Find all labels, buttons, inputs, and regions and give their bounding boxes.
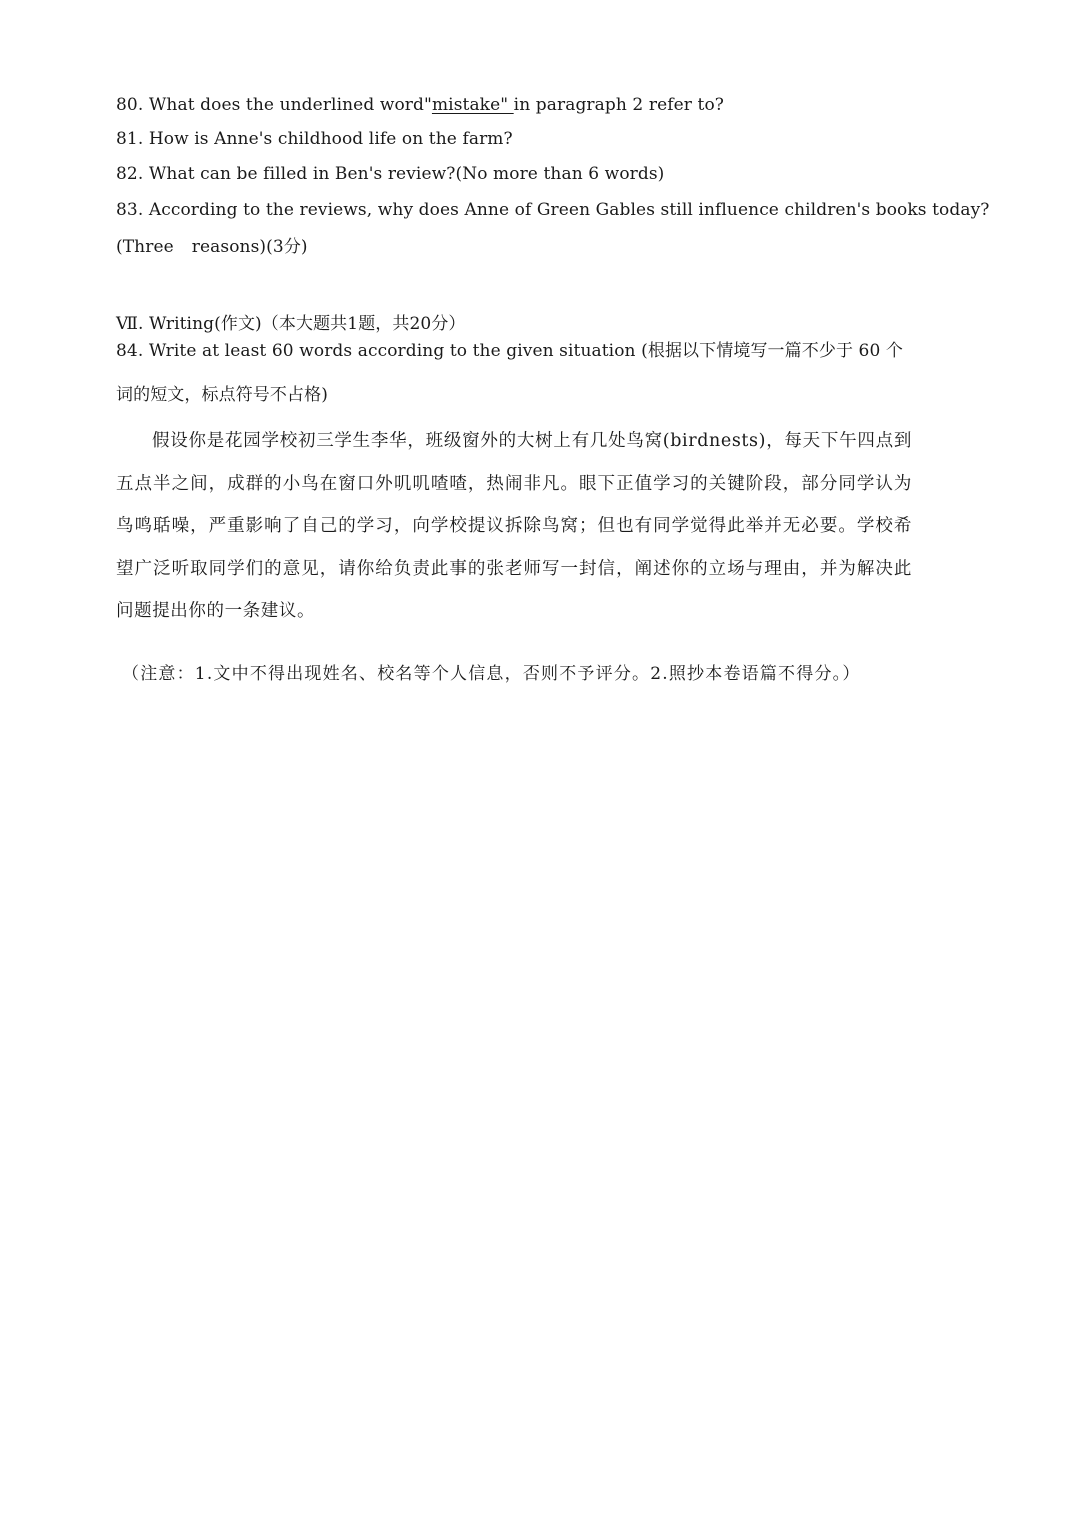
- question-83-cont-a: (Three: [116, 237, 174, 257]
- question-81: 81. How is Anne's childhood life on the farm?: [116, 129, 513, 149]
- question-80-text: 80. What does the underlined word": [116, 95, 432, 115]
- question-83-cont-b: reasons)(3分): [191, 237, 308, 257]
- question-83-continuation: [116, 236, 308, 258]
- writing-section-title: Ⅶ. Writing(作文)（本大题共1题，共20分）: [116, 314, 466, 334]
- underlined-word: mistake": [431, 95, 514, 115]
- question-84: 84. Write at least 60 words according to the given situation (根据以下情境写一篇不少于 60 个: [116, 341, 903, 361]
- question-80-text-end: in paragraph 2 refer to?: [513, 95, 724, 115]
- writing-note: （注意：1.文中不得出现姓名、校名等个人信息，否则不予评分。2.照抄本卷语篇不得分。）: [122, 664, 861, 684]
- question-84-continuation: 词的短文，标点符号不占格): [116, 385, 328, 405]
- writing-situation-paragraph: 假设你是花园学校初三学生李华，班级窗外的大树上有几处鸟窝(birdnests)，每天下午四点到五点半之间，成群的小鸟在窗口外叽叽喳喳，热闹非凡。眼下正值学习的关键阶段，部分同学认为鸟鸣聒噪，严重影响了自己的学习，向学校提议拆除鸟窝；但也有同学觉得此举并无必要。学校希望广泛听取同学们的意见，请你给负责此事的张老师写一封信，阐述你的立场与理由，并为解决此问题提出你的一条建议。: [116, 431, 912, 621]
- question-80: [116, 94, 724, 116]
- question-83: 83. According to the reviews, why does Anne of Green Gables still influence children's books today?: [116, 200, 990, 220]
- question-82: 82. What can be filled in Ben's review?(No more than 6 words): [116, 164, 665, 184]
